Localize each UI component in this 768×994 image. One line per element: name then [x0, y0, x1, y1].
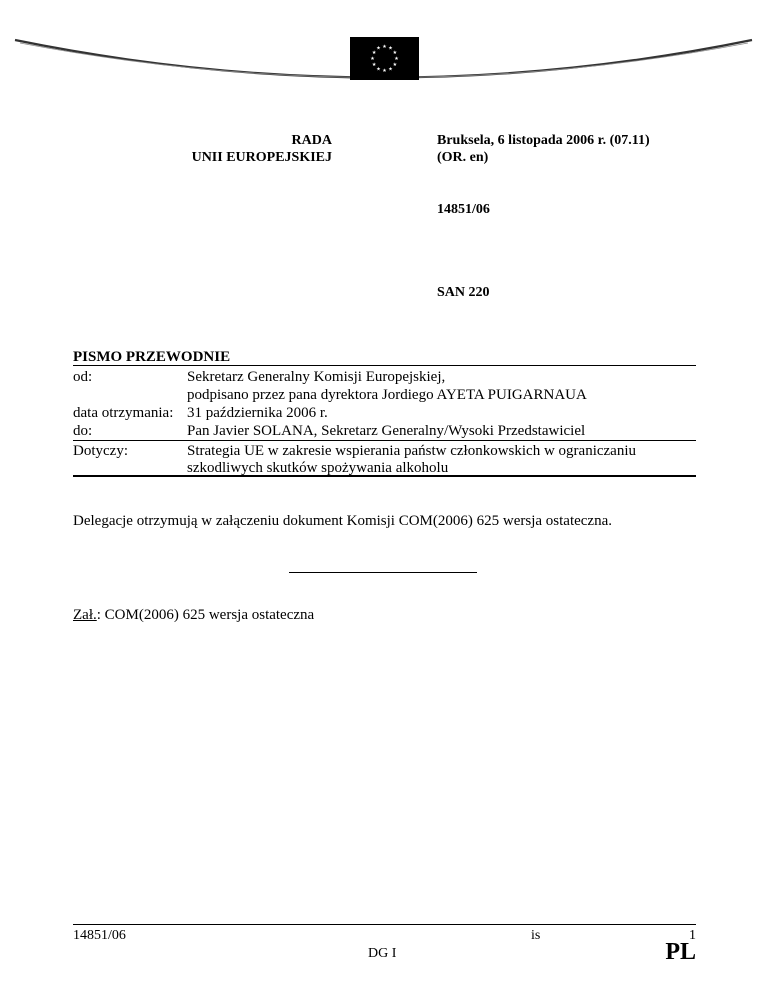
- flag-star: ★: [376, 67, 381, 73]
- flag-star: ★: [392, 51, 398, 57]
- flag-star: ★: [371, 63, 377, 69]
- place-date: [437, 132, 737, 166]
- flag-star: ★: [382, 45, 387, 51]
- footer-reference: 14851/06: [73, 928, 126, 943]
- council-name: [150, 132, 332, 166]
- value-subject-line-1: Strategia UE w zakresie wspierania państw członkowskich w ograniczaniu: [187, 443, 637, 459]
- label-date-received: data otrzymania:: [73, 405, 174, 421]
- flag-star: ★: [370, 57, 375, 63]
- footer-divider: [73, 924, 696, 925]
- value-subject-line-2: szkodliwych skutków spożywania alkoholu: [187, 460, 449, 476]
- body-paragraph: Delegacje otrzymują w załączeniu dokument Komisji COM(2006) 625 wersja ostateczna.: [73, 513, 612, 529]
- eu-flag-icon: [350, 37, 419, 80]
- value-to: Pan Javier SOLANA, Sekretarz Generalny/Wysoki Przedstawiciel: [187, 423, 586, 439]
- label-to: do:: [73, 423, 93, 439]
- label-subject: Dotyczy:: [73, 443, 128, 459]
- footer-language: PL: [665, 939, 696, 965]
- flag-star: ★: [371, 51, 377, 57]
- original-language: (OR. en): [437, 150, 489, 165]
- footer-page-number: 1: [689, 928, 696, 943]
- flag-star: ★: [388, 46, 393, 52]
- footer-initials: is: [531, 928, 541, 943]
- value-from-line-2: podpisano przez pana dyrektora Jordiego AYETA PUIGARNAUA: [187, 387, 587, 403]
- attachment-label: Zał.: [73, 607, 97, 623]
- separator-line: [289, 572, 477, 573]
- council-name-line-2: UNII EUROPEJSKIEJ: [191, 150, 332, 165]
- attachment-text: : COM(2006) 625 wersja ostateczna: [96, 607, 315, 623]
- flag-star: ★: [392, 63, 398, 69]
- divider: [73, 365, 696, 366]
- attachment-note: [73, 606, 314, 624]
- reference-number: 14851/06: [437, 202, 490, 217]
- divider: [73, 475, 696, 477]
- flag-star: ★: [376, 46, 381, 52]
- place-date-line-1: Bruksela, 6 listopada 2006 r. (07.11): [437, 133, 650, 148]
- footer-directorate: DG I: [368, 946, 397, 961]
- council-name-line-1: RADA: [291, 133, 332, 148]
- value-from-line-1: Sekretarz Generalny Komisji Europejskiej,: [187, 369, 446, 385]
- label-from: od:: [73, 369, 93, 385]
- flag-star: ★: [382, 69, 387, 75]
- san-code: SAN 220: [437, 285, 490, 300]
- flag-star: ★: [388, 67, 393, 73]
- divider: [73, 440, 696, 441]
- transmittal-title: PISMO PRZEWODNIE: [73, 349, 231, 365]
- value-date-received: 31 października 2006 r.: [187, 405, 328, 421]
- flag-star: ★: [394, 57, 399, 63]
